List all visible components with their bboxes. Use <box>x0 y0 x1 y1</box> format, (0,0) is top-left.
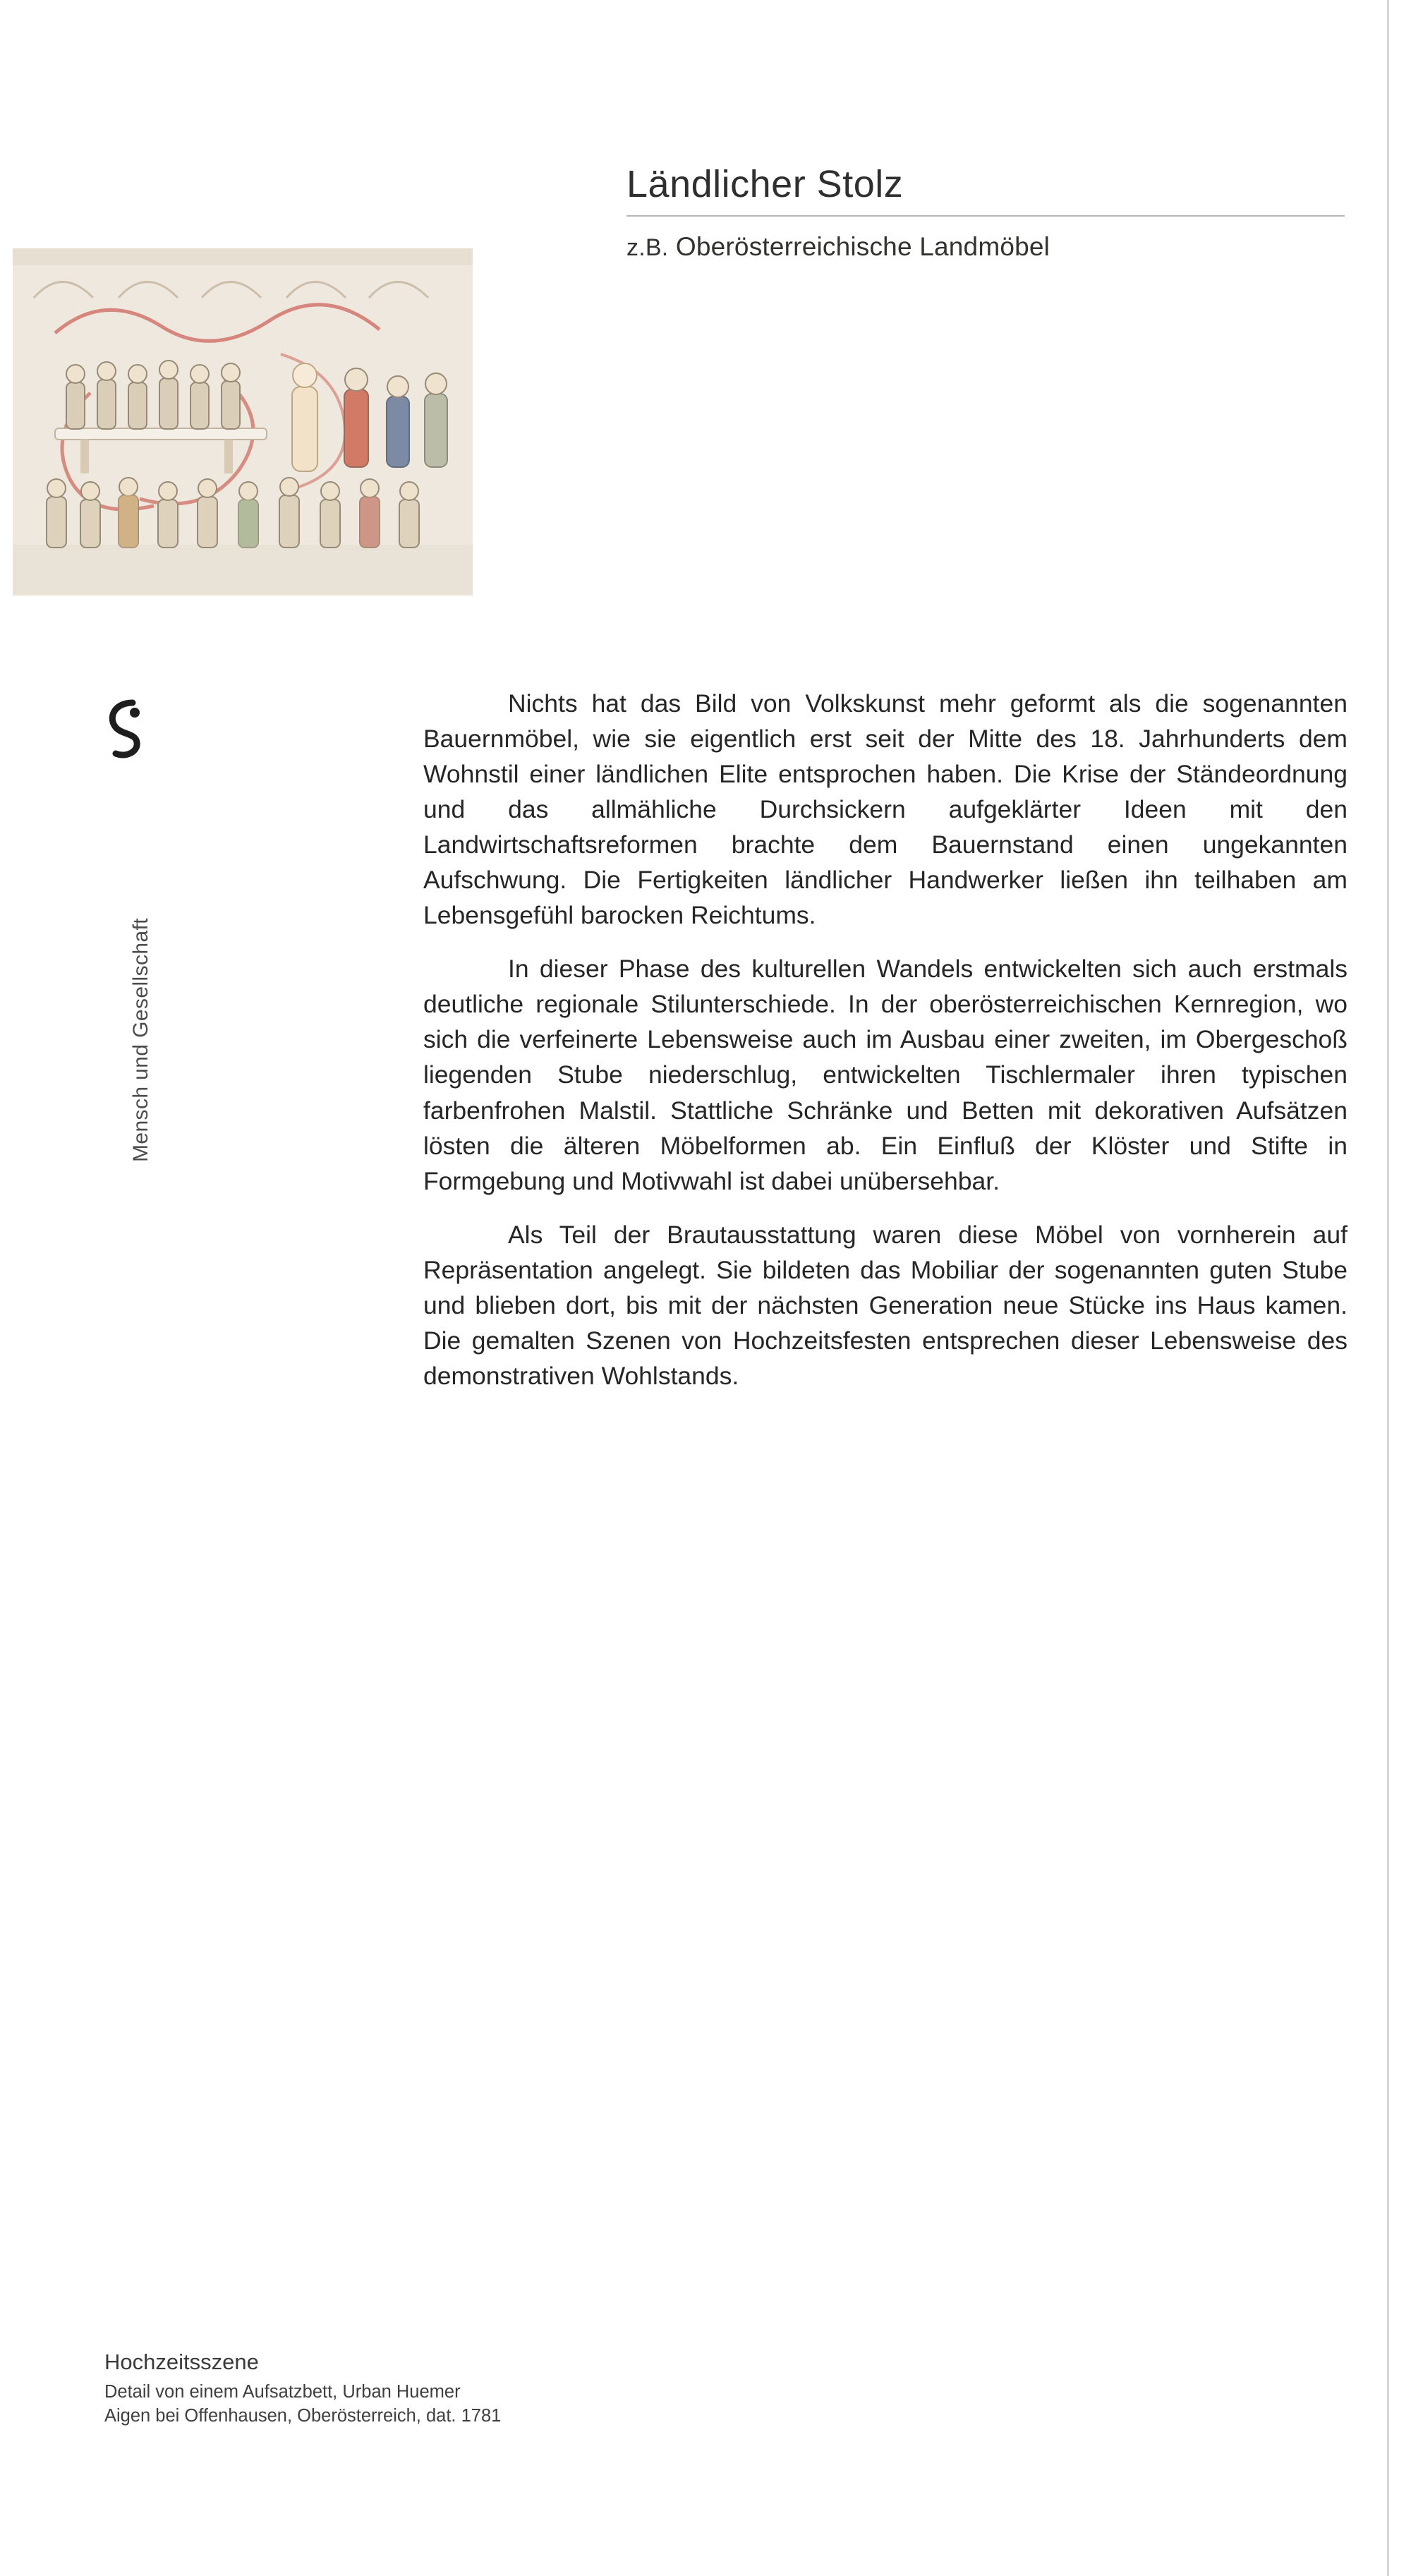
page-subtitle <box>626 232 1346 262</box>
figure-caption <box>104 2350 739 2428</box>
article-body <box>423 686 1348 1393</box>
series-label-text: Mensch und Gesellschaft <box>129 917 152 1162</box>
caption-title: Hochzeitsszene <box>104 2350 259 2374</box>
caption-line-2: Aigen bei Offenhausen, Oberösterreich, dat. 1781 <box>104 2405 502 2426</box>
wedding-scene-illustration <box>13 248 473 595</box>
title-block <box>626 164 1346 262</box>
caption-line-1: Detail von einem Aufsatzbett, Urban Huemer <box>104 2382 461 2402</box>
paragraph-3: Als Teil der Brautausstattung waren diese Möbel von vornherein auf Repräsentation angelegt. Sie bildeten das Mobiliar der sogenannten guten Stube und blieben dort, bis mit der nächsten Generation neue Stücke ins Haus kamen. Die gemalten Szenen von Hochzeitsfesten entsprechen dieser Lebensweise des demonstrativen Wohlstands. <box>423 1220 1348 1390</box>
title-divider <box>626 215 1345 217</box>
paragraph-1: Nichts hat das Bild von Volkskunst mehr geformt als die sogenannten Bauernmöbel, wie sie eigentlich erst seit der Mitte des 18. Jahrhunderts dem Wohnstil einer ländlichen Elite entsprochen haben. Die Krise der Ständeordnung und das allmähliche Durchsickern aufgeklärter Ideen mit den Landwirtschaftsreformen brachte dem Bauernstand einen ungekannten Aufschwung. Die Fertigkeiten ländlicher Handwerker ließen ihn teilhaben am Lebensgefühl barocken Reichtums. <box>423 689 1348 930</box>
page-right-rule <box>1387 0 1389 2576</box>
illustration-artwork <box>13 248 473 595</box>
series-label-block <box>92 699 155 1221</box>
subtitle-rest: Oberösterreichische Landmöbel <box>668 232 1050 262</box>
page-title: Ländlicher Stolz <box>626 163 904 205</box>
subtitle-lead: z.B. <box>626 234 669 262</box>
paragraph-2: In dieser Phase des kulturellen Wandels entwickelten sich auch erstmals deutliche regionale Stilunterschiede. In der oberösterreichischen Kernregion, wo sich die verfeinerte Lebensweise auch im Ausbau einer zweiten, im Obergeschoß liegenden Stube niederschlug, entwickelten Tischlermaler ihren typischen farbenfrohen Malstil. Stattliche Schränke und Betten mit dekorativen Aufsätzen lösten die älteren Möbelformen ab. Ein Einfluß der Klöster und Stifte in Formgebung und Motivwahl ist dabei unübersehbar. <box>423 955 1348 1195</box>
